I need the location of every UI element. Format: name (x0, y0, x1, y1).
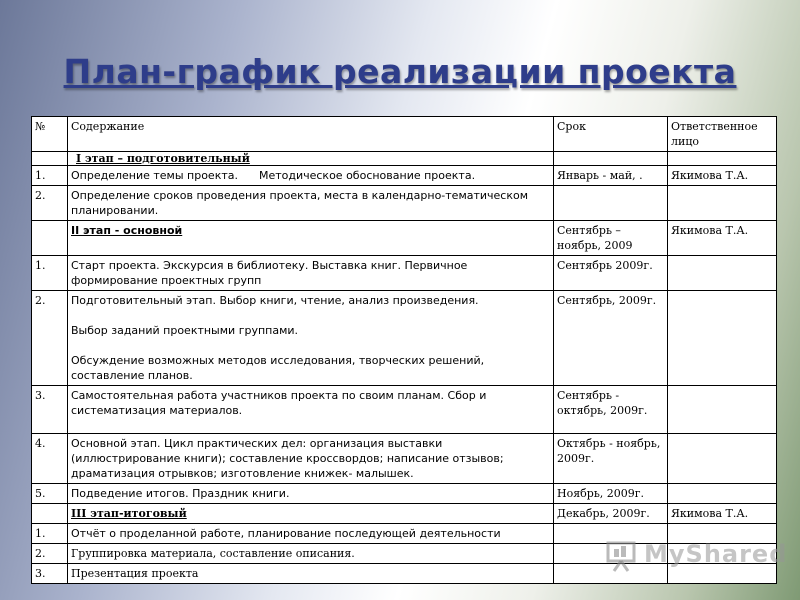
row-content: Подведение итогов. Праздник книги. (68, 484, 554, 504)
watermark-text: MyShared (644, 540, 788, 568)
table-row (32, 166, 777, 186)
row-content-line: Обсуждение возможных методов исследования, творческих решений, составление планов. (71, 354, 485, 382)
row-content: Определение сроков проведения проекта, места в календарно-тематическом планировании. (68, 186, 554, 221)
row-num: 5. (32, 484, 68, 504)
row-responsible (668, 186, 777, 221)
row-term (554, 186, 668, 221)
row-content: Презентация проекта (68, 564, 554, 584)
row-num: 4. (32, 434, 68, 484)
row-content-line: Подготовительный этап. Выбор книги, чтение, анализ произведения. (71, 294, 479, 307)
header-responsible: Ответственное лицо (668, 117, 777, 152)
row-term: Сентябрь, 2009г. (554, 291, 668, 386)
row-content: Отчёт о проделанной работе, планирование последующей деятельности (68, 524, 554, 544)
stage-label: III этап-итоговый (71, 507, 187, 520)
row-term: Январь - май, . (554, 166, 668, 186)
table-row (32, 484, 777, 504)
row-num: 1. (32, 524, 68, 544)
row-content: Определение темы проекта. Методическое обоснование проекта. (68, 166, 554, 186)
watermark (606, 538, 788, 574)
table-row (32, 434, 777, 484)
stage-label: I этап – подготовительный (76, 152, 250, 165)
page-title: План-график реализации проекта (63, 52, 737, 91)
row-num: 2. (32, 291, 68, 386)
stage-row (32, 504, 777, 524)
table-row (32, 186, 777, 221)
row-content: Основной этап. Цикл практических дел: организация выставки (иллюстрирование книги); составление кроссвордов; написание отзывов; драматизация отрывков; изготовление книжек- малышек. (68, 434, 554, 484)
stage-row (32, 152, 777, 166)
stage-row (32, 221, 777, 256)
plan-table (31, 116, 777, 584)
row-num: 2. (32, 186, 68, 221)
row-responsible: Якимова Т.А. (668, 166, 777, 186)
row-num: 1. (32, 256, 68, 291)
table-header-row (32, 117, 777, 152)
row-content: Самостоятельная работа участников проекта по своим планам. Сбор и систематизация материалов. (68, 386, 554, 434)
row-responsible: Якимова Т.А. (668, 221, 777, 256)
row-num: 3. (32, 564, 68, 584)
row-num: 3. (32, 386, 68, 434)
table-row (32, 386, 777, 434)
presentation-board-icon (606, 540, 636, 572)
table-row (32, 291, 777, 386)
row-term: Октябрь - ноябрь, 2009г. (554, 434, 668, 484)
row-content-line: Выбор заданий проектными группами. (71, 324, 299, 337)
row-term: Ноябрь, 2009г. (554, 484, 668, 504)
table-row (32, 256, 777, 291)
row-num: 2. (32, 544, 68, 564)
row-content: Группировка материала, составление описания. (68, 544, 554, 564)
header-content: Содержание (68, 117, 554, 152)
row-term: Сентябрь 2009г. (554, 256, 668, 291)
row-responsible: Якимова Т.А. (668, 504, 777, 524)
row-content: Старт проекта. Экскурсия в библиотеку. Выставка книг. Первичное формирование проектных групп (68, 256, 554, 291)
row-term: Сентябрь – ноябрь, 2009 (554, 221, 668, 256)
row-num: 1. (32, 166, 68, 186)
stage-label: II этап - основной (71, 224, 183, 237)
header-term: Срок (554, 117, 668, 152)
row-term: Сентябрь - октябрь, 2009г. (554, 386, 668, 434)
header-num: № (32, 117, 68, 152)
row-content (68, 291, 554, 386)
row-term: Декабрь, 2009г. (554, 504, 668, 524)
